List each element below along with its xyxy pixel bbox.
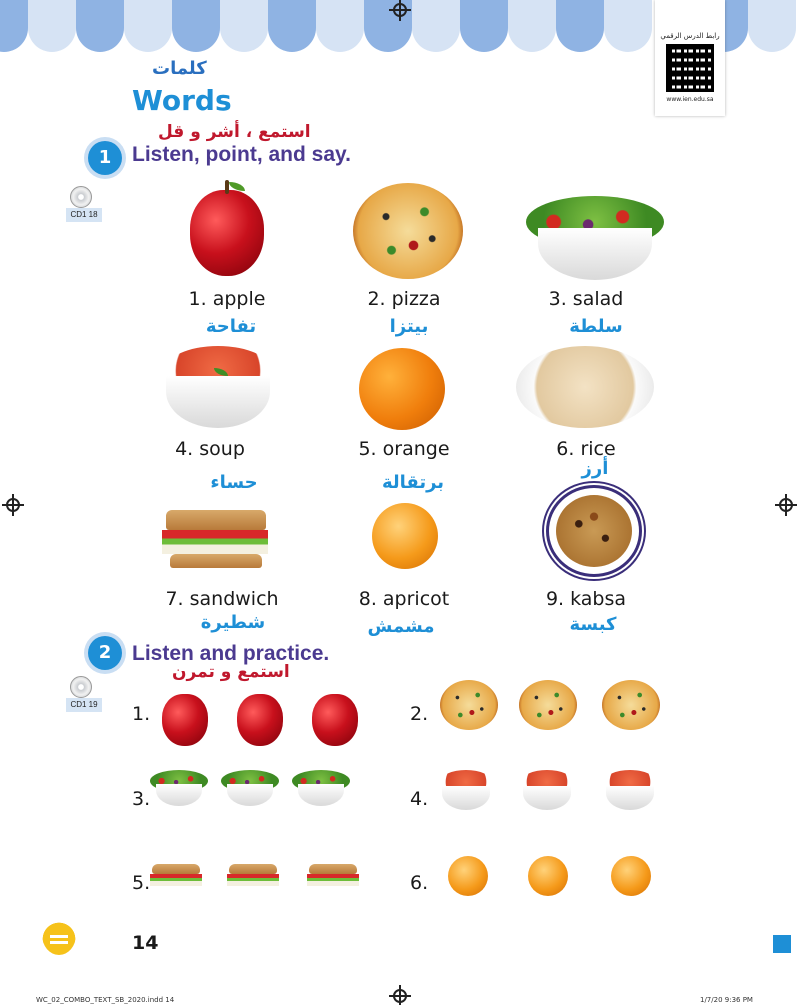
word-label-arabic: حساء bbox=[210, 472, 258, 493]
registration-mark-icon bbox=[393, 989, 407, 1003]
cd-track-label: CD1 18 bbox=[66, 208, 102, 222]
orange-image bbox=[359, 348, 445, 430]
page-title-arabic: كلمات bbox=[152, 58, 207, 79]
exercise1-instruction: Listen, point, and say. bbox=[132, 143, 351, 166]
soup-bowl bbox=[523, 786, 571, 810]
qr-code-panel[interactable] bbox=[655, 0, 725, 116]
audio-cd-track[interactable] bbox=[66, 676, 102, 716]
word-label-arabic: مشمش bbox=[367, 616, 435, 637]
word-label-arabic: برتقالة bbox=[381, 472, 445, 493]
practice-row-number: 6. bbox=[410, 872, 429, 894]
banner-scallop bbox=[172, 0, 220, 52]
publisher-logo-icon bbox=[42, 915, 76, 955]
banner-scallop bbox=[220, 0, 268, 52]
soup-bowl bbox=[442, 786, 490, 810]
pizza-image bbox=[602, 680, 660, 730]
practice-row-number: 1. bbox=[132, 703, 151, 725]
word-label-arabic: سلطة bbox=[569, 316, 623, 337]
soup-bowl bbox=[166, 376, 270, 428]
banner-scallop bbox=[508, 0, 556, 52]
exercise2-instruction-arabic: استمع و تمرن bbox=[172, 662, 290, 682]
soup-bowl bbox=[606, 786, 654, 810]
audio-cd-track[interactable] bbox=[66, 186, 102, 226]
banner-scallop bbox=[604, 0, 652, 52]
cd-track-label: CD1 19 bbox=[66, 698, 102, 712]
word-label: 6. rice bbox=[556, 438, 616, 460]
exercise2-number-badge: 2 bbox=[88, 636, 122, 670]
salad-bowl bbox=[538, 228, 652, 280]
banner-scallop bbox=[28, 0, 76, 52]
banner-scallop bbox=[412, 0, 460, 52]
apple-image bbox=[312, 694, 358, 746]
banner-scallop bbox=[316, 0, 364, 52]
salad-bowl bbox=[227, 784, 273, 806]
page-number: 14 bbox=[132, 932, 159, 954]
banner-scallop bbox=[556, 0, 604, 52]
pizza-image bbox=[353, 183, 463, 279]
word-label-arabic: بيتزا bbox=[389, 316, 429, 337]
banner-scallop bbox=[124, 0, 172, 52]
apple-image bbox=[162, 694, 208, 746]
sandwich-filling bbox=[227, 874, 279, 886]
word-label-arabic: كبسة bbox=[569, 614, 617, 635]
qr-code-icon bbox=[666, 44, 714, 92]
practice-row-number: 4. bbox=[410, 788, 429, 810]
sandwich-image bbox=[152, 864, 200, 874]
pizza-image bbox=[440, 680, 498, 730]
salad-bowl bbox=[156, 784, 202, 806]
kabsa-image bbox=[556, 495, 632, 567]
banner-scallop bbox=[76, 0, 124, 52]
sandwich-filling bbox=[150, 874, 202, 886]
apricot-image bbox=[611, 856, 651, 896]
word-label: 2. pizza bbox=[367, 288, 441, 310]
corner-marker bbox=[773, 935, 791, 953]
word-label: 9. kabsa bbox=[545, 588, 627, 610]
sandwich-image bbox=[229, 864, 277, 874]
apricot-image bbox=[372, 503, 438, 569]
banner-scallop bbox=[748, 0, 796, 52]
word-label: 7. sandwich bbox=[165, 588, 279, 610]
footer-timestamp: 1/7/20 9:36 PM bbox=[700, 996, 753, 1004]
sandwich-filling bbox=[162, 530, 268, 554]
registration-mark-icon bbox=[779, 498, 793, 512]
qr-caption: رابط الدرس الرقمي bbox=[660, 32, 720, 40]
word-label: 3. salad bbox=[548, 288, 624, 310]
banner-scallop bbox=[268, 0, 316, 52]
exercise2-instruction: Listen and practice. bbox=[132, 642, 330, 665]
rice-image bbox=[516, 346, 654, 428]
salad-bowl bbox=[298, 784, 344, 806]
page-title: Words bbox=[132, 84, 232, 117]
banner-scallop bbox=[460, 0, 508, 52]
pizza-image bbox=[519, 680, 577, 730]
apricot-image bbox=[528, 856, 568, 896]
word-label-arabic: تفاحة bbox=[205, 316, 257, 337]
word-label: 4. soup bbox=[175, 438, 245, 460]
qr-url: www.ien.edu.sa bbox=[666, 96, 714, 103]
sandwich-bottom-bread bbox=[170, 554, 262, 568]
exercise1-number-badge: 1 bbox=[88, 141, 122, 175]
registration-mark-icon bbox=[6, 498, 20, 512]
banner-scallop bbox=[0, 0, 28, 52]
footer-file-info: WC_02_COMBO_TEXT_SB_2020.indd 14 bbox=[36, 996, 175, 1004]
exercise1-instruction-arabic: استمع ، أشر و قل bbox=[158, 122, 311, 142]
word-label-arabic: شطيرة bbox=[200, 612, 266, 633]
cd-icon bbox=[70, 186, 92, 208]
apple-image bbox=[190, 190, 264, 276]
word-label: 1. apple bbox=[188, 288, 266, 310]
cd-icon bbox=[70, 676, 92, 698]
sandwich-filling bbox=[307, 874, 359, 886]
practice-row-number: 2. bbox=[410, 703, 429, 725]
word-label-arabic: أرز bbox=[581, 458, 609, 479]
practice-row-number: 3. bbox=[132, 788, 151, 810]
sandwich-image bbox=[166, 510, 266, 530]
registration-mark-icon bbox=[393, 3, 407, 17]
word-label: 5. orange bbox=[358, 438, 450, 460]
sandwich-image bbox=[309, 864, 357, 874]
word-label: 8. apricot bbox=[358, 588, 450, 610]
apricot-image bbox=[448, 856, 488, 896]
apple-image bbox=[237, 694, 283, 746]
practice-row-number: 5. bbox=[132, 872, 151, 894]
